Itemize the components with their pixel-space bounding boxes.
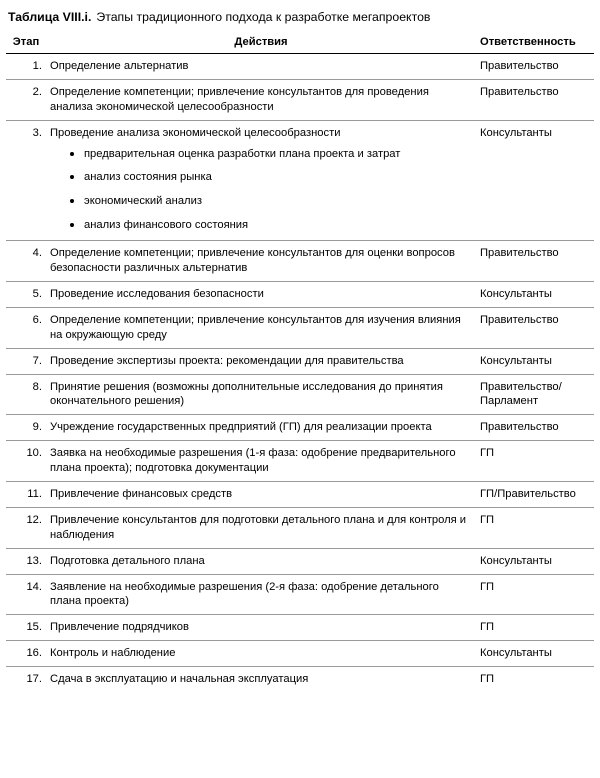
cell-action (46, 667, 476, 692)
table-caption-label: Таблица VIII.i. (8, 10, 92, 24)
table-row (6, 121, 594, 241)
table-row (6, 281, 594, 307)
table-row (6, 374, 594, 415)
cell-responsibility (476, 307, 594, 348)
cell-responsibility (476, 415, 594, 441)
column-header-responsibility: Ответственность (476, 34, 594, 54)
table-row (6, 307, 594, 348)
cell-step-number: 6. (6, 307, 46, 348)
cell-action (46, 481, 476, 507)
cell-action (46, 507, 476, 548)
cell-action (46, 281, 476, 307)
cell-step-number: 9. (6, 415, 46, 441)
responsibility-text: Консультанты (480, 287, 552, 300)
table-caption-text: Этапы традиционного подхода к разработке мегапроектов (96, 10, 431, 24)
table-header (6, 34, 594, 54)
responsibility-line: Правительство/ (480, 380, 562, 393)
cell-responsibility (476, 615, 594, 641)
cell-responsibility (476, 481, 594, 507)
action-text: Подготовка детального плана (50, 554, 205, 567)
table-row (6, 574, 594, 615)
cell-action (46, 574, 476, 615)
action-text: Контроль и наблюдение (50, 647, 176, 660)
cell-responsibility (476, 507, 594, 548)
responsibility-text: Консультанты (480, 354, 552, 367)
cell-action (46, 121, 476, 241)
cell-step-number: 2. (6, 80, 46, 121)
table-header-row (6, 34, 594, 54)
cell-responsibility (476, 80, 594, 121)
responsibility-text: ГП (480, 621, 495, 634)
cell-action (46, 54, 476, 80)
table-row (6, 481, 594, 507)
action-text: Проведение анализа экономической целесообразности (50, 127, 341, 140)
cell-responsibility (476, 374, 594, 415)
responsibility-text: Правительство (480, 60, 559, 73)
table-row (6, 615, 594, 641)
cell-step-number: 13. (6, 548, 46, 574)
cell-responsibility (476, 548, 594, 574)
responsibility-text: Правительство (480, 313, 559, 326)
column-header-action: Действия (46, 34, 476, 54)
table-body (6, 54, 594, 692)
action-text: Сдача в эксплуатацию и начальная эксплуатация (50, 673, 309, 686)
responsibility-text: Консультанты (480, 647, 552, 660)
list-item: анализ финансового состояния (50, 218, 472, 233)
table-row (6, 54, 594, 80)
cell-action (46, 548, 476, 574)
responsibility-text: Консультанты (480, 127, 552, 140)
table-row (6, 667, 594, 692)
action-text: Определение компетенции; привлечение консультантов для изучения влияния на окружающую среду (50, 313, 461, 341)
action-text: Принятие решения (возможны дополнительные исследования до принятия окончательного решения) (50, 380, 443, 408)
table-row (6, 507, 594, 548)
cell-responsibility (476, 574, 594, 615)
cell-responsibility (476, 281, 594, 307)
action-text: Привлечение финансовых средств (50, 487, 233, 500)
action-text: Заявление на необходимые разрешения (2-я фаза: одобрение детального плана проекта) (50, 580, 439, 608)
action-text: Определение компетенции; привлечение консультантов для проведения анализа экономической целесообразности (50, 86, 429, 114)
table-row (6, 241, 594, 282)
cell-step-number: 15. (6, 615, 46, 641)
table-row (6, 641, 594, 667)
action-text: Определение компетенции; привлечение консультантов для оценки вопросов безопасности различных альтернатив (50, 247, 455, 275)
action-text: Проведение исследования безопасности (50, 287, 264, 300)
action-text: Привлечение консультантов для подготовки детального плана и для контроля и наблюдения (50, 513, 467, 541)
cell-step-number: 5. (6, 281, 46, 307)
action-text: Определение альтернатив (50, 60, 189, 73)
list-item: анализ состояния рынка (50, 170, 472, 185)
cell-responsibility (476, 241, 594, 282)
cell-step-number: 12. (6, 507, 46, 548)
list-item: экономический анализ (50, 194, 472, 209)
cell-step-number: 14. (6, 574, 46, 615)
cell-responsibility (476, 641, 594, 667)
responsibility-text: Консультанты (480, 554, 552, 567)
cell-action (46, 615, 476, 641)
cell-action (46, 441, 476, 482)
project-stages-table (6, 34, 594, 692)
cell-step-number: 7. (6, 348, 46, 374)
responsibility-text: ГП (480, 513, 495, 526)
cell-action (46, 80, 476, 121)
responsibility-text: ГП (480, 447, 495, 460)
responsibility-text: Правительство (480, 247, 559, 260)
action-text: Проведение экспертизы проекта: рекомендации для правительства (50, 354, 404, 367)
table-caption (8, 10, 594, 25)
cell-step-number: 17. (26, 673, 42, 686)
action-text: Заявка на необходимые разрешения (1-я фаза: одобрение предварительного плана проекта); подготовка документации (50, 447, 456, 475)
cell-responsibility (476, 441, 594, 482)
cell-responsibility (476, 667, 594, 692)
responsibility-text: Правительство (480, 86, 559, 99)
table-row (6, 441, 594, 482)
cell-action (46, 415, 476, 441)
cell-step-number: 4. (6, 241, 46, 282)
cell-responsibility (476, 54, 594, 80)
cell-step-number: 8. (6, 374, 46, 415)
table-row (6, 415, 594, 441)
table-row (6, 80, 594, 121)
responsibility-line: Парламент (480, 395, 539, 408)
cell-action (46, 348, 476, 374)
cell-step-number: 3. (6, 121, 46, 241)
cell-responsibility (476, 348, 594, 374)
responsibility-text: ГП (480, 580, 495, 593)
responsibility-text: ГП (480, 673, 495, 686)
cell-step-number: 10. (6, 441, 46, 482)
cell-step-number: 16. (6, 641, 46, 667)
action-bullet-list (50, 147, 472, 232)
cell-action (46, 241, 476, 282)
action-text: Учреждение государственных предприятий (ГП) для реализации проекта (50, 421, 432, 434)
cell-responsibility (476, 121, 594, 241)
cell-action (46, 641, 476, 667)
cell-step-number: 11. (6, 481, 46, 507)
cell-step-number: 1. (6, 54, 46, 80)
table-row (6, 348, 594, 374)
table-row (6, 548, 594, 574)
cell-action (46, 374, 476, 415)
action-text: Привлечение подрядчиков (50, 621, 189, 634)
list-item: предварительная оценка разработки плана проекта и затрат (50, 147, 472, 162)
cell-action (46, 307, 476, 348)
responsibility-text: ГП/Правительство (480, 487, 576, 500)
column-header-step: Этап (6, 34, 46, 54)
responsibility-text: Правительство (480, 421, 559, 434)
